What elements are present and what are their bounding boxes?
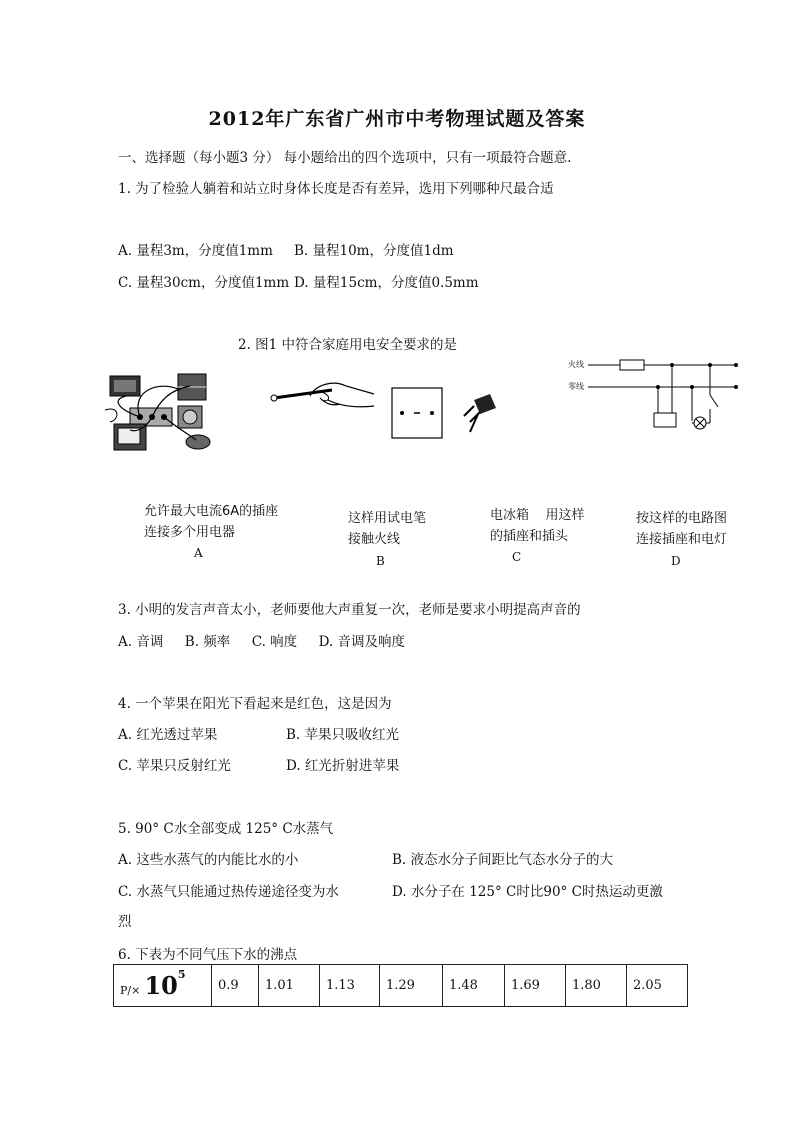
circuit-neutral-label: 零线 — [568, 382, 584, 391]
q6-stem: 6. 下表为不同气压下水的沸点 — [118, 947, 298, 963]
table-cell: 1.13 — [320, 965, 380, 1007]
pressure-table — [113, 964, 688, 1007]
q5-option-c: C. 水蒸气只能通过热传递途径变为水 — [118, 884, 339, 900]
caption-c-letter: C — [512, 550, 522, 564]
table-row — [114, 965, 688, 1007]
q4-stem: 4. 一个苹果在阳光下看起来是红色，这是因为 — [118, 696, 392, 712]
q5-option-d-continued: 烈 — [118, 914, 132, 930]
caption-d-line1: 按这样的电路图 — [636, 511, 728, 526]
q1-option-b: B. 量程10m，分度值1dm — [294, 243, 454, 259]
q2-stem: 2. 图1 中符合家庭用电安全要求的是 — [238, 337, 458, 353]
page-title: 2012年广东省广州市中考物理试题及答案 — [208, 108, 586, 130]
caption-c-line2: 的插座和插头 — [490, 529, 569, 544]
table-cell: 1.01 — [259, 965, 320, 1007]
section-heading: 一、选择题（每小题3 分） 每小题给出的四个选项中，只有一项最符合题意. — [118, 150, 572, 166]
caption-a-letter: A — [194, 546, 203, 560]
caption-a-line1: 允许最大电流6A的插座 — [144, 504, 279, 519]
table-cell: 1.80 — [566, 965, 627, 1007]
q4-option-c: C. 苹果只反射红光 — [118, 758, 231, 774]
q4-option-d: D. 红光折射进苹果 — [286, 758, 400, 774]
q5-option-b: B. 液态水分子间距比气态水分子的大 — [392, 852, 614, 868]
table-header-cell — [114, 965, 212, 1007]
table-cell: 0.9 — [212, 965, 259, 1007]
figure-b-test-pen — [270, 376, 380, 428]
table-cell: 2.05 — [627, 965, 688, 1007]
caption-b-line2: 接触火线 — [348, 532, 401, 547]
q1-option-a: A. 量程3m，分度值1mm — [118, 243, 273, 259]
caption-d-line2: 连接插座和电灯 — [636, 532, 728, 547]
caption-b-letter: B — [376, 554, 385, 568]
figure-a-overloaded-socket — [100, 360, 220, 460]
q4-option-b: B. 苹果只吸收红光 — [286, 727, 400, 743]
caption-d-letter: D — [671, 554, 681, 568]
q3-stem: 3. 小明的发言声音太小，老师要他大声重复一次，老师是要求小明提高声音的 — [118, 602, 581, 618]
pressure-exponent: 5 — [177, 968, 186, 981]
q1-option-c: C. 量程30cm，分度值1mm — [118, 275, 290, 291]
figure-c-socket-and-plug — [390, 386, 500, 440]
q5-option-d: D. 水分子在 125° C时比90° C时热运动更激 — [392, 884, 663, 900]
q1-stem: 1. 为了检验人躺着和站立时身体长度是否有差异，选用下列哪种尺最合适 — [118, 181, 554, 197]
q4-option-a: A. 红光透过苹果 — [118, 727, 218, 743]
q5-stem: 5. 90° C水全部变成 125° C水蒸气 — [118, 821, 334, 837]
table-cell: 1.29 — [380, 965, 443, 1007]
table-cell: 1.48 — [443, 965, 505, 1007]
q1-option-d: D. 量程15cm，分度值0.5mm — [294, 275, 479, 291]
caption-a-line2: 连接多个用电器 — [144, 525, 236, 540]
figure-d-circuit-diagram — [560, 355, 740, 445]
pressure-base: 10 — [144, 971, 178, 1000]
caption-b-line1: 这样用试电笔 — [348, 511, 427, 526]
table-cell: 1.69 — [505, 965, 566, 1007]
q5-option-a: A. 这些水蒸气的内能比水的小 — [118, 852, 299, 868]
circuit-live-label: 火线 — [568, 360, 584, 369]
pressure-unit-label: P/× — [120, 984, 141, 997]
caption-c-line1: 电冰箱 用这样 — [490, 508, 585, 523]
q3-options: A. 音调 B. 频率 C. 响度 D. 音调及响度 — [118, 634, 406, 650]
